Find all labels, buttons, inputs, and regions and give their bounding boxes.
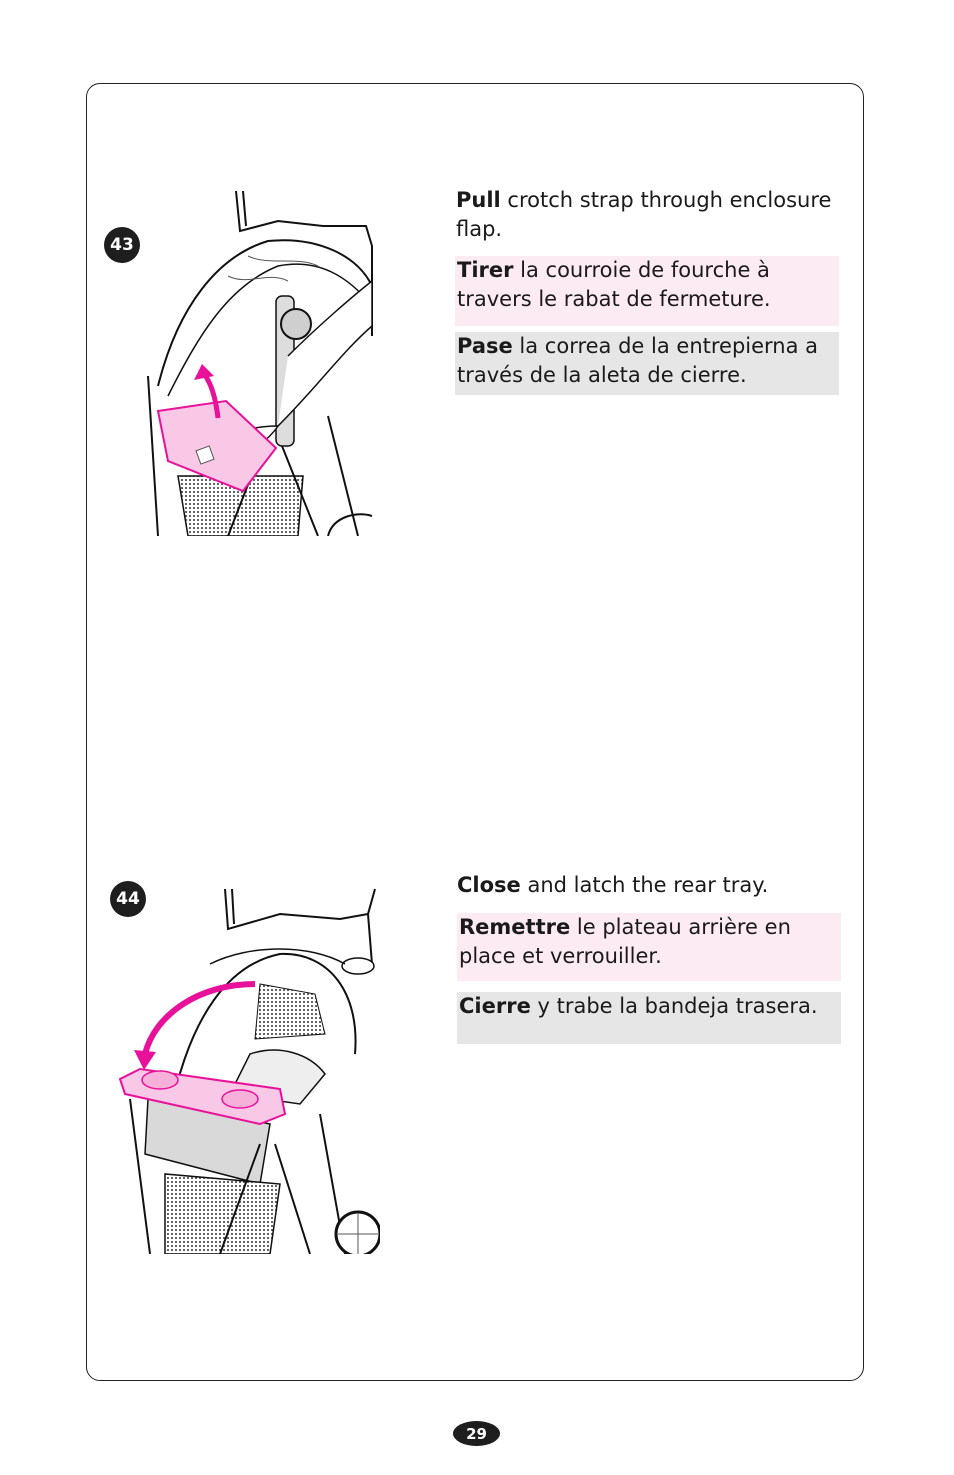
step-instruction-es [455, 332, 839, 395]
step-instruction-fr [455, 256, 839, 326]
instruction-text: y trabe la bandeja trasera. [530, 994, 818, 1018]
step-number: 43 [110, 235, 134, 255]
step-number: 44 [116, 889, 140, 909]
stroller-strap-illustration [128, 186, 373, 536]
instruction-text: crotch strap through enclosure flap. [456, 188, 832, 241]
step-instruction-es [457, 992, 841, 1044]
instruction-keyword: Tirer [457, 258, 514, 282]
page-number-badge [453, 1421, 500, 1446]
stroller-tray-illustration [110, 884, 380, 1254]
instruction-text: la courroie de fourche à travers le rabat de fermeture. [457, 258, 771, 311]
instruction-keyword: Close [457, 873, 521, 897]
instruction-text: and latch the rear tray. [520, 873, 769, 897]
step-instruction-fr [457, 913, 841, 981]
instruction-text: le plateau arrière en place et verrouiller. [459, 915, 791, 968]
instruction-keyword: Pull [456, 188, 501, 212]
step-instruction-en [457, 871, 841, 900]
step-instruction-en [456, 186, 836, 244]
instruction-keyword: Remettre [459, 915, 571, 939]
instruction-keyword: Pase [457, 334, 513, 358]
instruction-text: la correa de la entrepierna a través de la aleta de cierre. [457, 334, 819, 387]
page-number: 29 [466, 1424, 487, 1443]
instruction-keyword: Cierre [459, 994, 531, 1018]
